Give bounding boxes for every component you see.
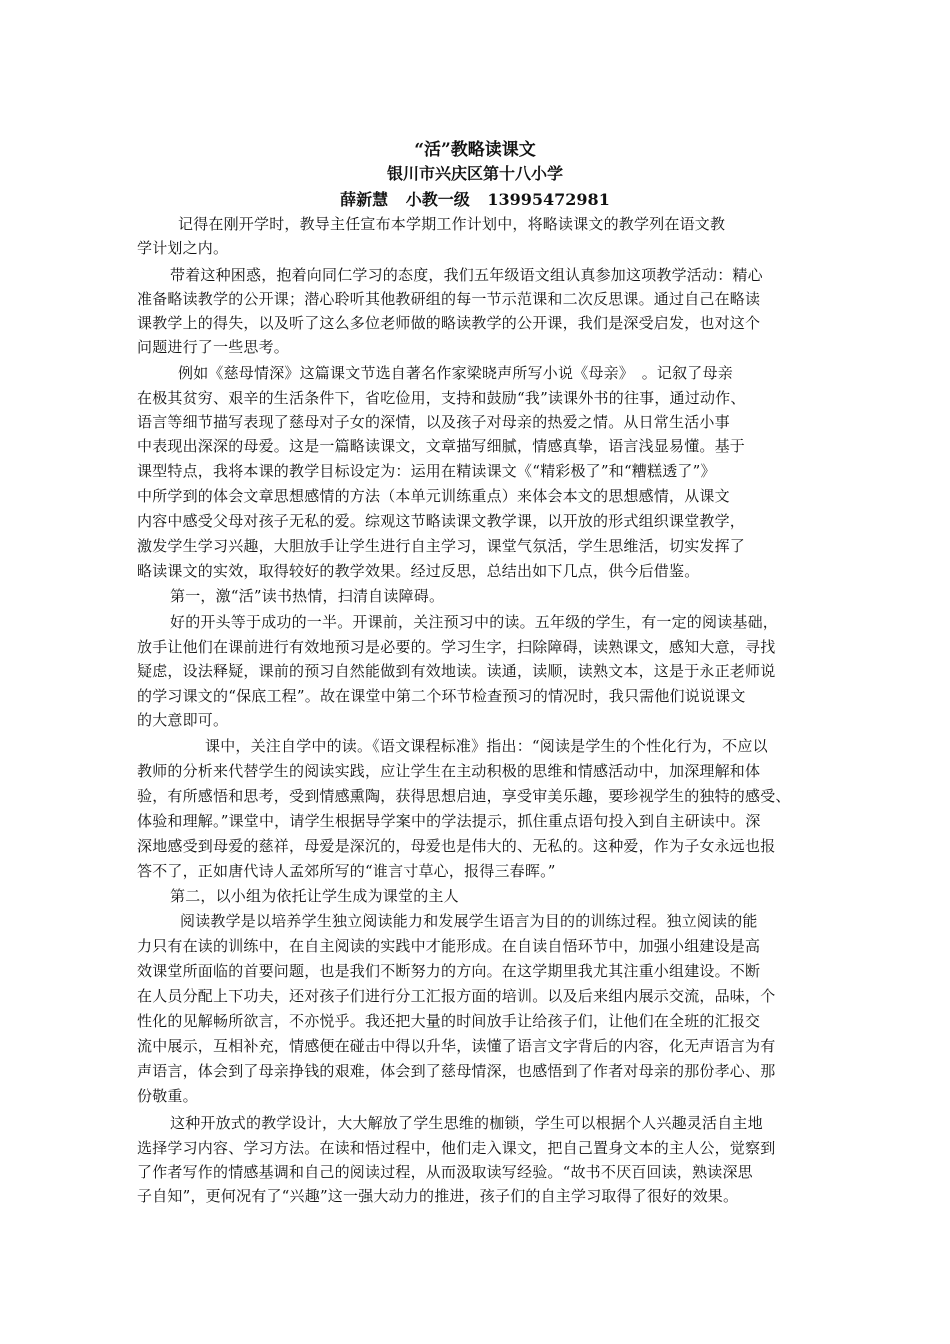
text-line: 在人员分配上下功夫，还对孩子们进行分工汇报方面的培训。以及后来组内展示交流，品味，个 bbox=[137, 987, 776, 1005]
text-line: 好的开头等于成功的一半。开课前，关注预习中的读。五年级的学生，有一定的阅读基础， bbox=[170, 613, 779, 631]
school-name: 银川市兴庆区第十八小学 bbox=[386, 164, 563, 183]
section-heading: 第二，以小组为依托让学生成为课堂的主人 bbox=[170, 887, 459, 905]
text-line: 课型特点，我将本课的教学目标设定为：运用在精读课文《“精彩极了”和“糟糕透了”》 bbox=[137, 462, 716, 480]
text-line: 体验和理解。”课堂中，请学生根据导学案中的学法提示，抓住重点语句投入到自主研读中。深 bbox=[137, 812, 761, 830]
text-line: 略读课文的实效，取得较好的教学效果。经过反思，总结出如下几点，供今后借鉴。 bbox=[137, 562, 700, 580]
text-line: 的学习课文的“保底工程”。故在课堂中第二个环节检查预习的情况时，我只需他们说说课文 bbox=[137, 687, 746, 705]
author-line bbox=[0, 188, 950, 212]
text-line: 这种开放式的教学设计，大大解放了学生思维的枷锁，学生可以根据个人兴趣灵活自主地 bbox=[170, 1114, 763, 1132]
text-line: 记得在刚开学时，教导主任宣布本学期工作计划中，将略读课文的教学列在语文教 bbox=[178, 215, 726, 233]
text-line: 子自知”，更何况有了“兴趣”这一强大动力的推进，孩子们的自主学习取得了很好的效果。 bbox=[137, 1187, 739, 1205]
text-line: 放手让他们在课前进行有效地预习是必要的。学习生字，扫除障碍，读熟课文，感知大意，寻找 bbox=[137, 638, 776, 656]
text-line: 课中，关注自学中的读。《语文课程标准》指出：“阅读是学生的个性化行为，不应以 bbox=[205, 737, 768, 755]
text-line: 语言等细节描写表现了慈母对子女的深情，以及孩子对母亲的热爱之情。从日常生活小事 bbox=[137, 413, 730, 431]
text-line: 教师的分析来代替学生的阅读实践，应让学生在主动积极的思维和情感活动中，加深理解和体 bbox=[137, 762, 761, 780]
text-line: 内容中感受父母对孩子无私的爱。综观这节略读课文教学课，以开放的形式组织课堂教学， bbox=[137, 512, 746, 530]
section-heading: 第一，激“活”读书热情，扫清自读障碍。 bbox=[170, 587, 445, 605]
text-line: 课教学上的得失，以及听了这么多位老师做的略读教学的公开课，我们是深受启发，也对这个 bbox=[137, 314, 761, 332]
text-line: 中表现出深深的母爱。这是一篇略读课文，文章描写细腻，情感真挚，语言浅显易懂。基于 bbox=[137, 437, 746, 455]
text-line: 验，有所感悟和思考，受到情感熏陶，获得思想启迪，享受审美乐趣，要珍视学生的独特的感受、 bbox=[137, 787, 791, 805]
text-line: 带着这种困惑，抱着向同仁学习的态度，我们五年级语文组认真参加这项教学活动：精心 bbox=[170, 266, 763, 284]
author-rank: 小教一级 bbox=[405, 190, 470, 209]
text-line: 声语言，体会到了母亲挣钱的艰难，体会到了慈母情深，也感悟到了作者对母亲的那份孝心、那 bbox=[137, 1062, 776, 1080]
author-name: 薛新慧 bbox=[340, 190, 389, 209]
text-line: 问题进行了一些思考。 bbox=[137, 338, 290, 356]
text-line: 例如《慈母情深》这篇课文节选自著名作家梁晓声所写小说《母亲》 。记叙了母亲 bbox=[178, 364, 733, 382]
text-line: 性化的见解畅所欲言，不亦悦乎。我还把大量的时间放手让给孩子们，让他们在全班的汇报交 bbox=[137, 1012, 761, 1030]
text-line: 份敬重。 bbox=[137, 1087, 198, 1105]
text-line: 在极其贫穷、艰辛的生活条件下，省吃俭用，支持和鼓励“我”读课外书的往事，通过动作、 bbox=[137, 389, 746, 407]
text-line: 中所学到的体会文章思想感情的方法（本单元训练重点）来体会本文的思想感情，从课文 bbox=[137, 487, 730, 505]
text-line: 准备略读教学的公开课；潜心聆听其他教研组的每一节示范课和二次反思课。通过自己在略读 bbox=[137, 290, 761, 308]
text-line: 了作者写作的情感基调和自己的阅读过程，从而汲取读写经验。“故书不厌百回读，熟读深思 bbox=[137, 1163, 753, 1181]
author-phone: 13995472981 bbox=[487, 190, 610, 209]
text-line: 激发学生学习兴趣，大胆放手让学生进行自主学习，课堂气氛活，学生思维活，切实发挥了 bbox=[137, 537, 746, 555]
text-line: 选择学习内容、学习方法。在读和悟过程中，他们走入课文，把自己置身文本的主人公，觉察到 bbox=[137, 1139, 776, 1157]
text-line: 阅读教学是以培养学生独立阅读能力和发展学生语言为目的的训练过程。独立阅读的能 bbox=[180, 912, 758, 930]
document-title: “活”教略读课文 bbox=[414, 140, 536, 160]
text-line: 学计划之内。 bbox=[137, 239, 229, 257]
text-line: 疑虑，设法释疑，课前的预习自然能做到有效地读。读通，读顺，读熟文本，这是于永正老师说 bbox=[137, 662, 776, 680]
text-line: 力只有在读的训练中，在自主阅读的实践中才能形成。在自读自悟环节中，加强小组建设是高 bbox=[137, 937, 761, 955]
text-line: 流中展示，互相补充，情感便在碰击中得以升华，读懂了语言文字背后的内容，化无声语言为有 bbox=[137, 1037, 776, 1055]
text-line: 答不了，正如唐代诗人孟郊所写的“谁言寸草心，报得三春晖。” bbox=[137, 862, 556, 880]
text-line: 效课堂所面临的首要问题，也是我们不断努力的方向。在这学期里我尤其注重小组建设。不断 bbox=[137, 962, 761, 980]
text-line: 的大意即可。 bbox=[137, 711, 229, 729]
text-line: 深地感受到母爱的慈祥，母爱是深沉的，母爱也是伟大的、无私的。这种爱，作为子女永远也报 bbox=[137, 837, 776, 855]
